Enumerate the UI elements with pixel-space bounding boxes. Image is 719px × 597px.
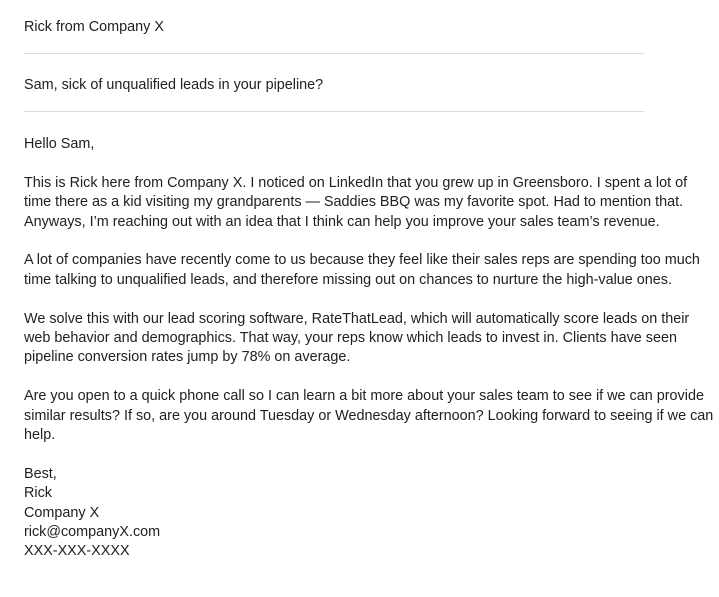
divider	[24, 111, 644, 112]
signature-closing: Best,	[24, 465, 57, 482]
divider	[24, 53, 644, 54]
body-paragraph: We solve this with our lead scoring software, RateThatLead, which will automatically score leads on their web behavior and demographics. That way, your reps know which leads to invest in. Clients have seen pipeline conversion rates jump by 78% on average.	[24, 310, 690, 366]
signature-company: Company X	[24, 504, 100, 521]
body-paragraph: A lot of companies have recently come to us because they feel like their sales reps are spending too much time talking to unqualified leads, and therefore missing out on chances to nurture the high-value ones.	[24, 252, 700, 288]
sender-field: Rick from Company X	[24, 19, 164, 35]
signature-phone: XXX-XXX-XXXX	[24, 543, 130, 560]
body-paragraph: Are you open to a quick phone call so I can learn a bit more about your sales team to see if we can provide similar results? If so, are you around Tuesday or Wednesday afternoon? Looking forward to seeing if we can help.	[24, 388, 714, 444]
email-body	[24, 135, 714, 562]
subject-line: Sam, sick of unqualified leads in your pipeline?	[24, 77, 324, 93]
signature-name: Rick	[24, 485, 52, 502]
greeting: Hello Sam,	[24, 136, 95, 152]
signature-email: rick@companyX.com	[24, 524, 161, 541]
signature	[24, 465, 714, 562]
body-paragraph: This is Rick here from Company X. I noticed on LinkedIn that you grew up in Greensboro. I spent a lot of time there as a kid visiting my grandparents — Saddies BBQ was my favorite spot. Had to mention that. Anyways, I’m reaching out with an idea that I think can help you improve your sales team’s revenue.	[24, 174, 688, 230]
